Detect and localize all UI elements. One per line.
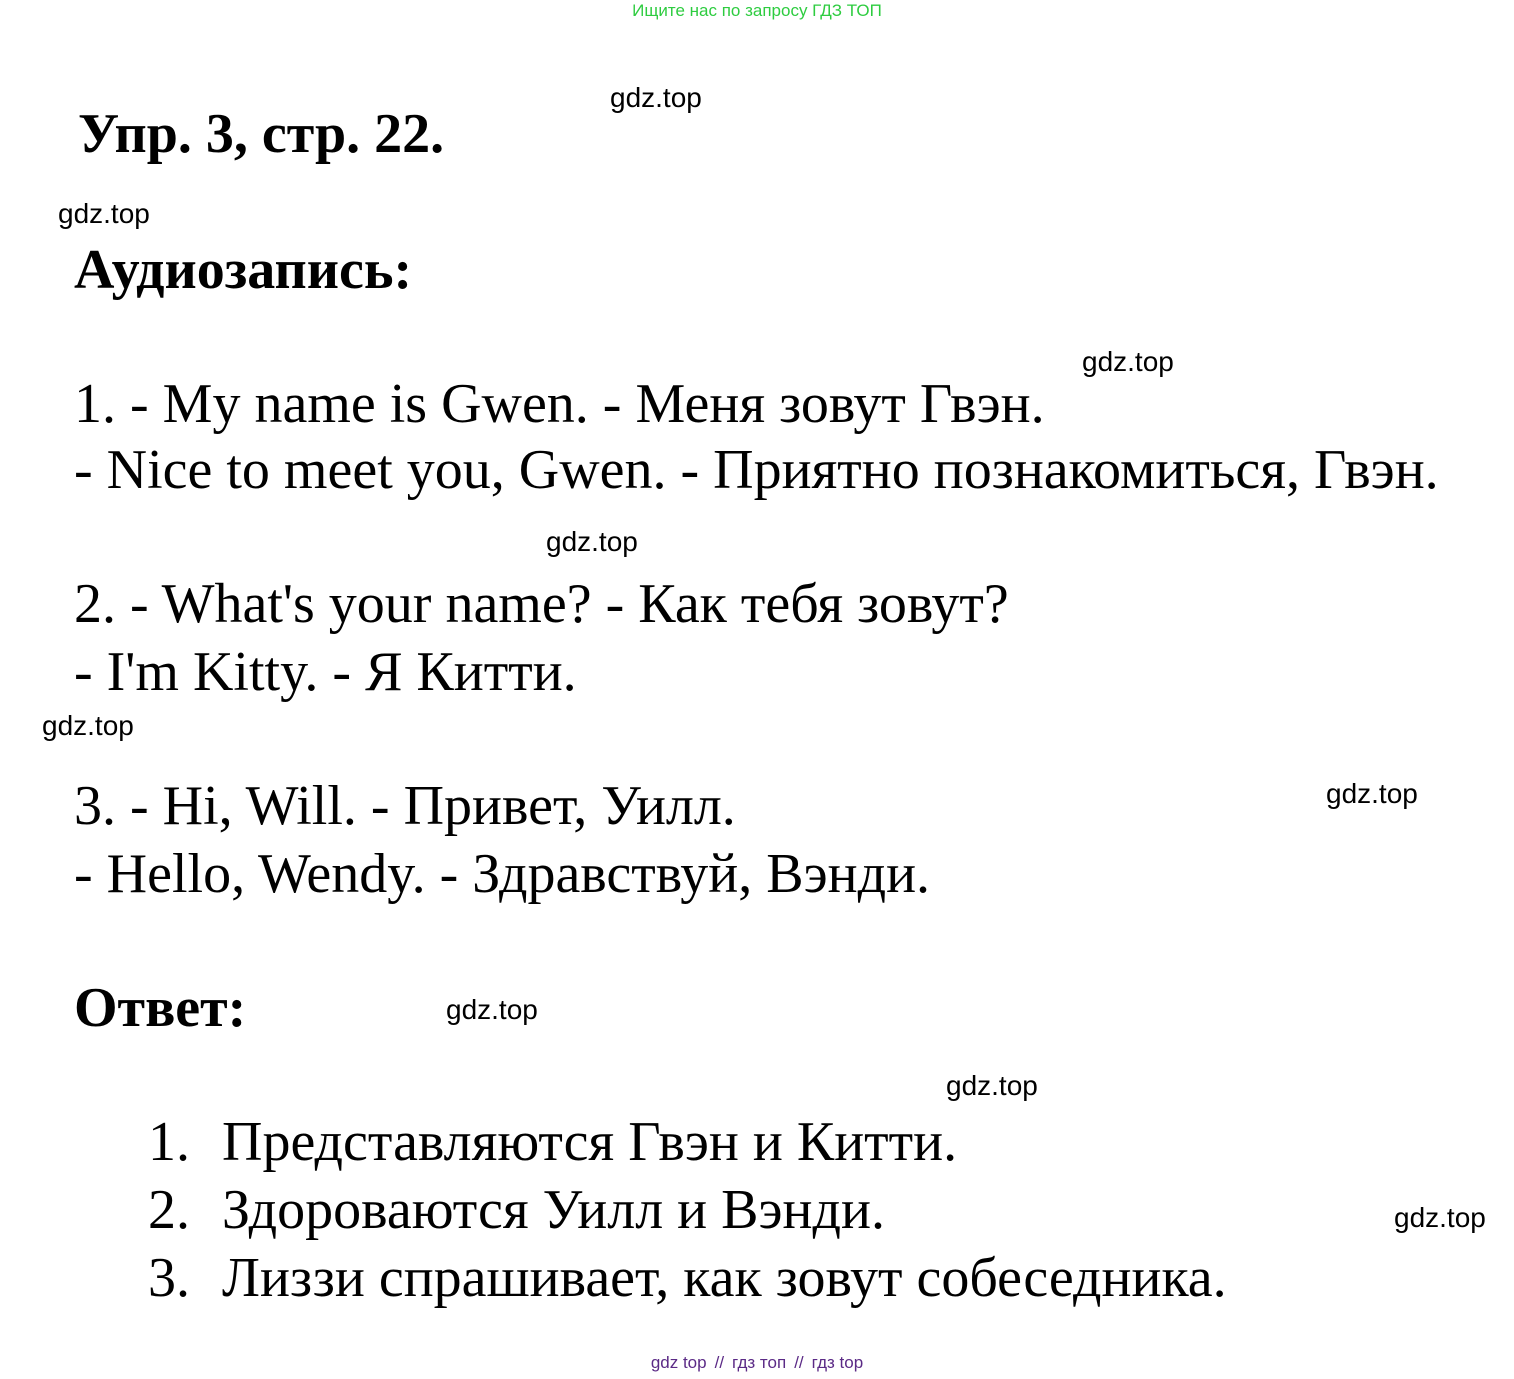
watermark: gdz.top bbox=[58, 198, 150, 229]
answer-number: 1. bbox=[148, 1111, 190, 1173]
dialogue-3-line-1: 3. - Hi, Will. - Привет, Уилл. bbox=[74, 775, 736, 837]
footer-separator: // bbox=[794, 1353, 804, 1372]
watermark: gdz.top bbox=[446, 994, 538, 1025]
watermark: gdz.top bbox=[1394, 1202, 1486, 1233]
answer-item bbox=[148, 1244, 1227, 1312]
footer-link-gdz-top[interactable]: gdz top bbox=[650, 1353, 707, 1372]
page-title: Упр. 3, стр. 22. bbox=[78, 103, 445, 165]
answer-text: Здороваются Уилл и Вэнди. bbox=[222, 1179, 885, 1241]
watermark: gdz.top bbox=[546, 526, 638, 557]
dialogue-1-line-1: 1. - My name is Gwen. - Меня зовут Гвэн. bbox=[74, 373, 1045, 435]
answer-item bbox=[148, 1176, 1227, 1244]
answer-list bbox=[148, 1108, 1227, 1312]
watermark: gdz.top bbox=[946, 1070, 1038, 1101]
dialogue-2-line-2: - I'm Kitty. - Я Китти. bbox=[74, 641, 577, 703]
dialogue-1-line-2: - Nice to meet you, Gwen. - Приятно познакомиться, Гвэн. bbox=[74, 439, 1439, 501]
footer-link-gdz-top-mixed[interactable]: гдз top bbox=[811, 1353, 864, 1372]
answer-number: 3. bbox=[148, 1247, 190, 1309]
footer bbox=[0, 1352, 1514, 1374]
top-banner[interactable]: Ищите нас по запросу ГДЗ ТОП bbox=[632, 1, 882, 20]
dialogue-2-line-1: 2. - What's your name? - Как тебя зовут? bbox=[74, 573, 1009, 635]
answer-text: Представляются Гвэн и Китти. bbox=[222, 1111, 958, 1173]
watermark: gdz.top bbox=[1082, 346, 1174, 377]
audio-heading: Аудиозапись: bbox=[74, 239, 413, 301]
answer-heading: Ответ: bbox=[74, 977, 247, 1039]
answer-text: Лиззи спрашивает, как зовут собеседника. bbox=[222, 1247, 1227, 1309]
watermark: gdz.top bbox=[42, 710, 134, 741]
watermark: gdz.top bbox=[610, 82, 702, 113]
footer-link-gdz-top-ru[interactable]: гдз топ bbox=[732, 1353, 787, 1372]
footer-separator: // bbox=[714, 1353, 725, 1372]
dialogue-3-line-2: - Hello, Wendy. - Здравствуй, Вэнди. bbox=[74, 843, 931, 905]
watermark: gdz.top bbox=[1326, 778, 1418, 809]
answer-item bbox=[148, 1108, 1227, 1176]
answer-number: 2. bbox=[148, 1179, 190, 1241]
